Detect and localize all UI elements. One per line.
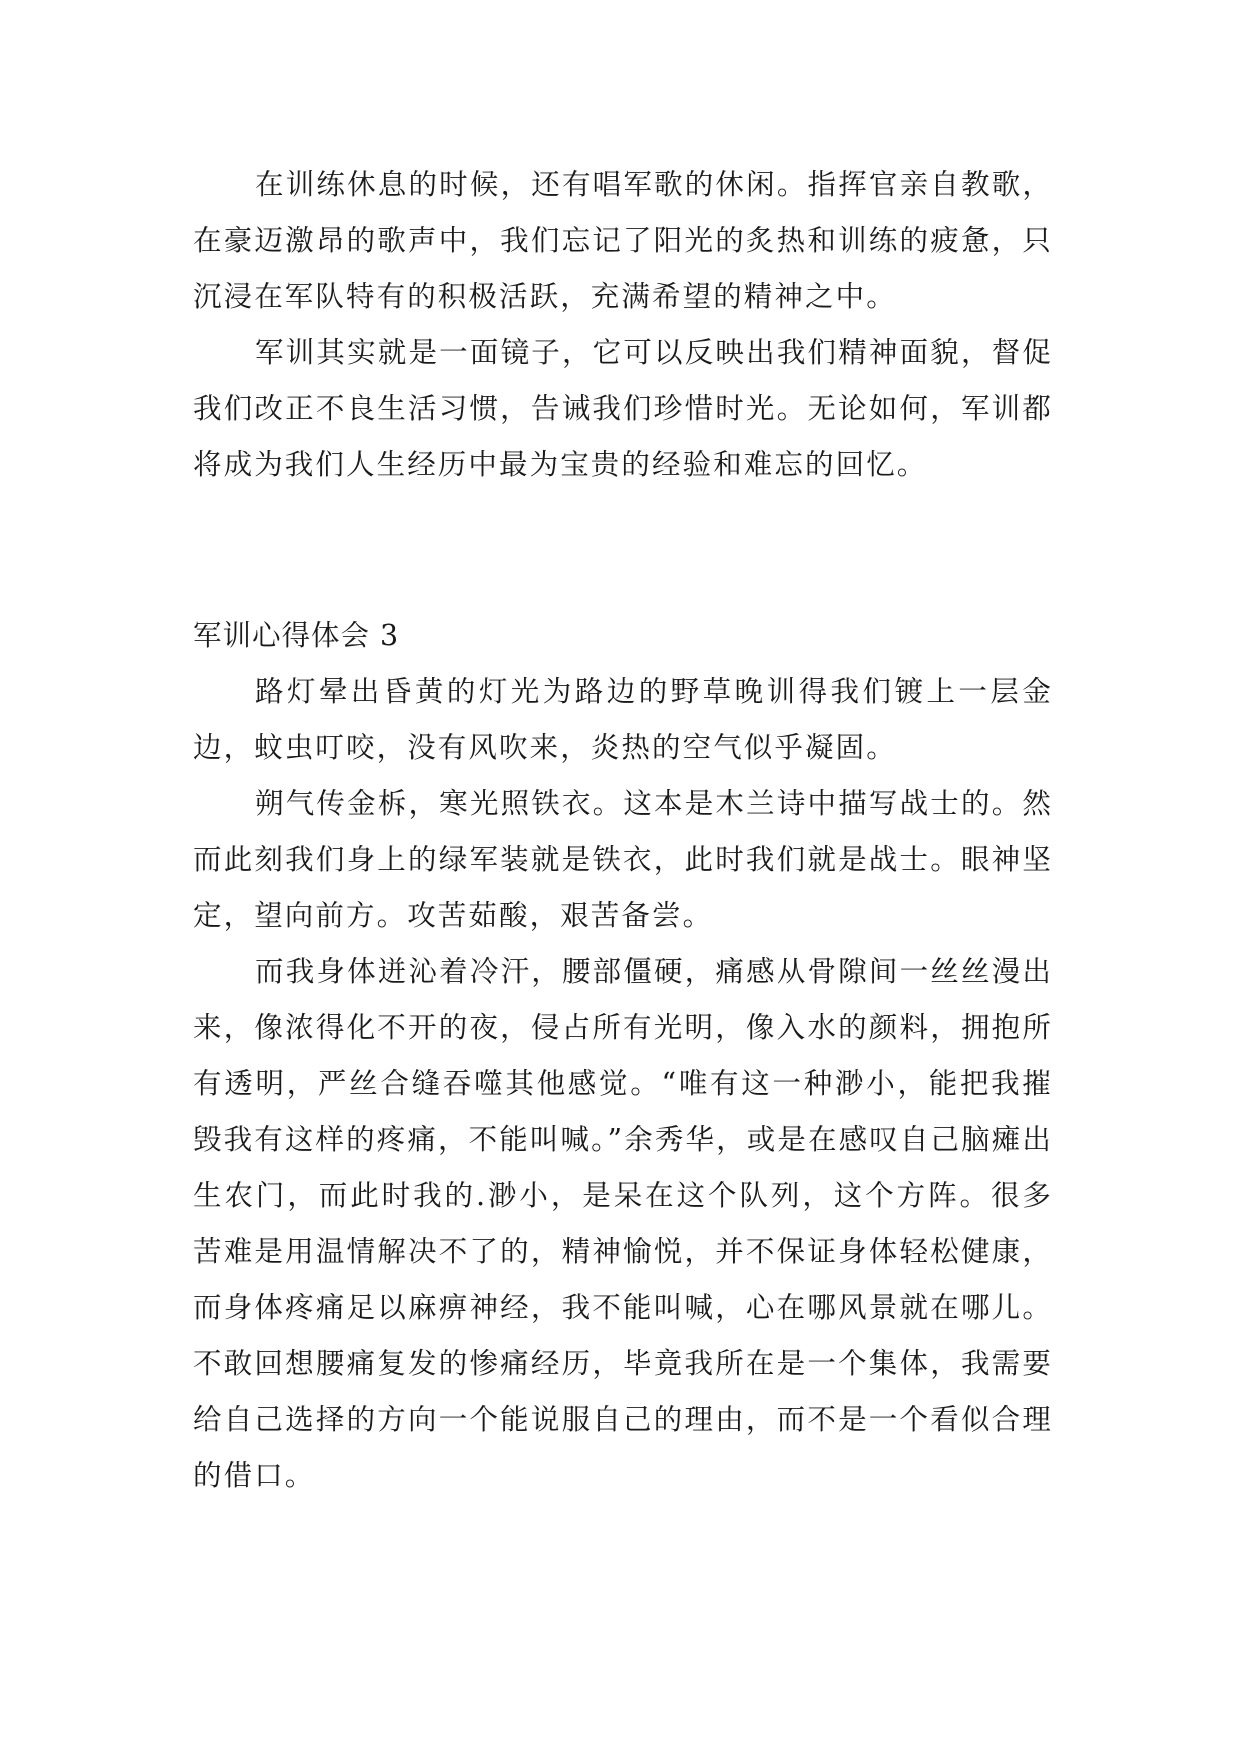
- paragraph-streetlight: 路灯晕出昏黄的灯光为路边的野草晚训得我们镀上一层金边，蚊虫叮咬，没有风吹来，炎热的空气似乎凝固。: [193, 675, 1053, 764]
- paragraph-back-pain: 而我身体迸沁着冷汗，腰部僵硬，痛感从骨隙间一丝丝漫出来，像浓得化不开的夜，侵占所有光明，像入水的颜料，拥抱所有透明，严丝合缝吞噬其他感觉。“唯有这一种渺小，能把我摧毁我有这样的疼痛，不能叫喊。”余秀华，或是在感叹自己脑瘫出生农门，而此时我的.渺小，是呆在这个队列，这个方阵。很多苦难是用温情解决不了的，精神愉悦，并不保证身体轻松健康，而身体疼痛足以麻痹神经，我不能叫喊，心在哪风景就在哪儿。不敢回想腰痛复发的惨痛经历，毕竟我所在是一个集体，我需要给自己选择的方向一个能说服自己的理由，而不是一个看似合理的借口。: [193, 955, 1053, 1492]
- paragraph-mulan-poem: 朔气传金柝，寒光照铁衣。这本是木兰诗中描写战士的。然而此刻我们身上的绿军装就是铁衣，此时我们就是战士。眼神坚定，望向前方。攻苦茹酸，艰苦备尝。: [193, 787, 1053, 932]
- paragraph-mirror: 军训其实就是一面镜子，它可以反映出我们精神面貌，督促我们改正不良生活习惯，告诫我们珍惜时光。无论如何，军训都将成为我们人生经历中最为宝贵的经验和难忘的回忆。: [193, 336, 1053, 481]
- section-heading: 军训心得体会 3: [193, 619, 400, 652]
- paragraph-rest-singing: 在训练休息的时候，还有唱军歌的休闲。指挥官亲自教歌，在豪迈激昂的歌声中，我们忘记了阳光的炙热和训练的疲惫，只沉浸在军队特有的积极活跃，充满希望的精神之中。: [193, 168, 1053, 313]
- section-a: [193, 157, 1053, 493]
- section-b: [193, 608, 1053, 1504]
